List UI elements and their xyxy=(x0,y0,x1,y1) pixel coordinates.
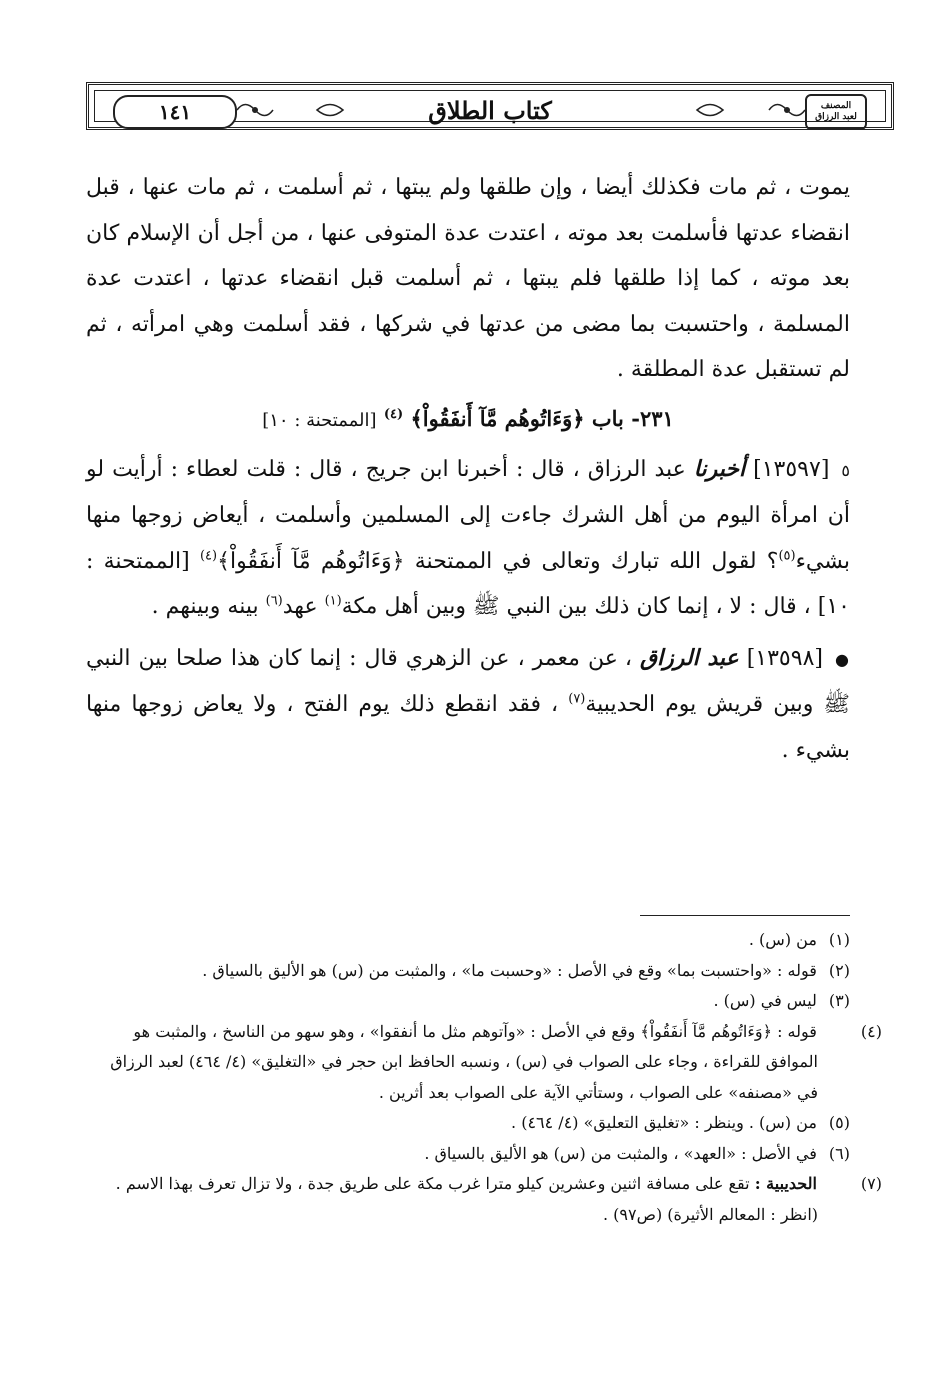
footnote-number: (٤) xyxy=(860,1021,882,1041)
footnote-4 xyxy=(86,1017,882,1109)
hadith-13597 xyxy=(86,447,850,630)
footnote-text: تقع على مسافة اثنين وعشرين كيلو مترا غرب مكة على طريق جدة ، ولا تزال تعرف بهذا الاسم . (انظر : المعالم الأثيرة) (ص٩٧) . xyxy=(115,1174,818,1224)
hadith-text: ، عن معمر ، عن الزهري قال : إنما كان هذا صلحا بين النبي ﷺ وبين قريش يوم الحديبية xyxy=(86,645,850,717)
footnote-ref: (٦) xyxy=(265,593,283,609)
ornament-icon xyxy=(315,97,345,123)
ornament-icon xyxy=(235,97,275,123)
chapter-verse: ﴿وَءَاتُوهُم مَّآ أَنفَقُواْ﴾ xyxy=(410,405,585,431)
narrator-name: عبد الرزاق xyxy=(639,644,739,671)
ornament-icon xyxy=(767,97,807,123)
chapter-number: ٢٣١- xyxy=(631,405,674,431)
hadith-13598 xyxy=(86,636,850,774)
page-header xyxy=(86,82,894,130)
logo-line-1: المصنف xyxy=(820,101,852,111)
hadith-text: عبد الرزاق ، قال : أخبرنا ابن جريج ، قال : قلت لعطاء : أرأيت لو أن امرأة اليوم من أهل الشرك جاءت إلى المسلمين وأسلمت ، أيعاض زوجها منها بشيء xyxy=(86,456,851,574)
footnote-number: (٦) xyxy=(828,1143,850,1163)
footnote-ref: (٤) xyxy=(383,406,404,422)
footnote-5 xyxy=(86,1108,850,1139)
footnote-text: في الأصل : «العهد» ، والمثبت من (س) هو الأليق بالسياق . xyxy=(424,1143,817,1163)
footnotes xyxy=(86,925,882,1230)
logo-line-2: لعبد الرزاق xyxy=(815,112,857,122)
footnote-divider xyxy=(640,915,850,916)
chapter-surah-ref: [الممتحنة : ١٠] xyxy=(262,409,377,431)
footnote-text: من (س) . xyxy=(748,930,817,949)
footnote-3 xyxy=(86,986,850,1017)
hadith-text: عهد xyxy=(282,594,318,619)
hadith-text: [الممتحنة : ١٠] ، قال : لا ، إنما كان ذلك بين النبي ﷺ وبين أهل مكة xyxy=(86,548,850,619)
footnote-text: من (س) . وينظر : «تغليق التعليق» (٤/ ٤٦٤) . xyxy=(511,1113,817,1132)
narrator-name: أخبرنا xyxy=(693,455,746,482)
chapter-title: كتاب الطلاق xyxy=(428,95,552,125)
book-logo xyxy=(805,94,867,130)
footnote-2 xyxy=(86,956,850,987)
footnote-7 xyxy=(86,1169,882,1230)
footnote-number: (١) xyxy=(828,930,850,949)
hadith-text: ؟ لقول الله تبارك وتعالى في الممتحنة ﴿وَءَاتُوهُم مَّآ أَنفَقُواْ﴾ xyxy=(217,548,779,574)
main-text xyxy=(86,165,850,773)
hadith-text: ، فقد انقطع ذلك يوم الفتح ، ولا يعاض زوجها منها بشيء . xyxy=(86,692,850,763)
footnote-ref: (٤) xyxy=(199,548,218,564)
footnote-term: الحديبية : xyxy=(754,1174,817,1193)
footnote-1 xyxy=(86,925,850,956)
hadith-text: بينه وبينهم . xyxy=(151,594,259,619)
header-inner-frame xyxy=(94,90,886,125)
page-number: ١٤١ xyxy=(113,95,237,129)
hadith-number: [١٣٥٩٧] xyxy=(753,456,830,482)
footnote-ref: (١) xyxy=(324,593,342,609)
hadith-marker: ● xyxy=(835,649,850,669)
footnote-number: (٢) xyxy=(828,960,850,980)
footnote-number: (٧) xyxy=(860,1174,882,1193)
footnote-text: ليس في (س) . xyxy=(713,991,817,1010)
footnote-ref: (٧) xyxy=(568,691,586,707)
hadith-marker: ٥ xyxy=(841,460,851,480)
footnote-number: (٥) xyxy=(828,1113,850,1132)
paragraph-continuation: يموت ، ثم مات فكذلك أيضا ، وإن طلقها ولم يبتها ، ثم أسلمت ، ثم مات عنها ، قبل انقضاء عدتها فأسلمت بعد موته ، اعتدت عدة المتوفى عنها ، من أجل أن الإسلام كان بعد موته ، كما إذا طلقها فلم يبتها ، ثم أسلمت قبل انقضاء عدتها ، اعتدت عدة المسلمة ، واحتسبت بما مضى من عدتها في شركها ، فقد أسلمت وهي امرأته ، ثم لم تستقبل عدة المطلقة . xyxy=(86,175,850,382)
footnote-6 xyxy=(86,1139,850,1170)
footnote-text: قوله : «واحتسبت بما» وقع في الأصل : «وحسبت ما» ، والمثبت من (س) هو الأليق بالسياق . xyxy=(202,960,817,980)
footnote-number: (٣) xyxy=(828,991,850,1010)
footnote-ref: (٥) xyxy=(778,548,796,564)
chapter-word: باب xyxy=(591,405,624,431)
hadith-number: [١٣٥٩٨] xyxy=(746,645,823,671)
footnote-text: قوله : ﴿وَءَاتُوهُم مَّآ أَنفَقُواْ﴾ وقع في الأصل : «وآتوهم مثل ما أنفقوا» ، وهو سهو من الناسخ ، والمثبت هو الموافق للقراءة ، وجاء على الصواب في (س) ، ونسبه الحافظ ابن حجر في «التغليق» (٤/ ٤٦٤) لعبد الرزاق في «مصنفه» على الصواب ، وستأتي الآية على الصواب بعد أثرين . xyxy=(110,1021,818,1102)
chapter-heading xyxy=(86,399,850,441)
